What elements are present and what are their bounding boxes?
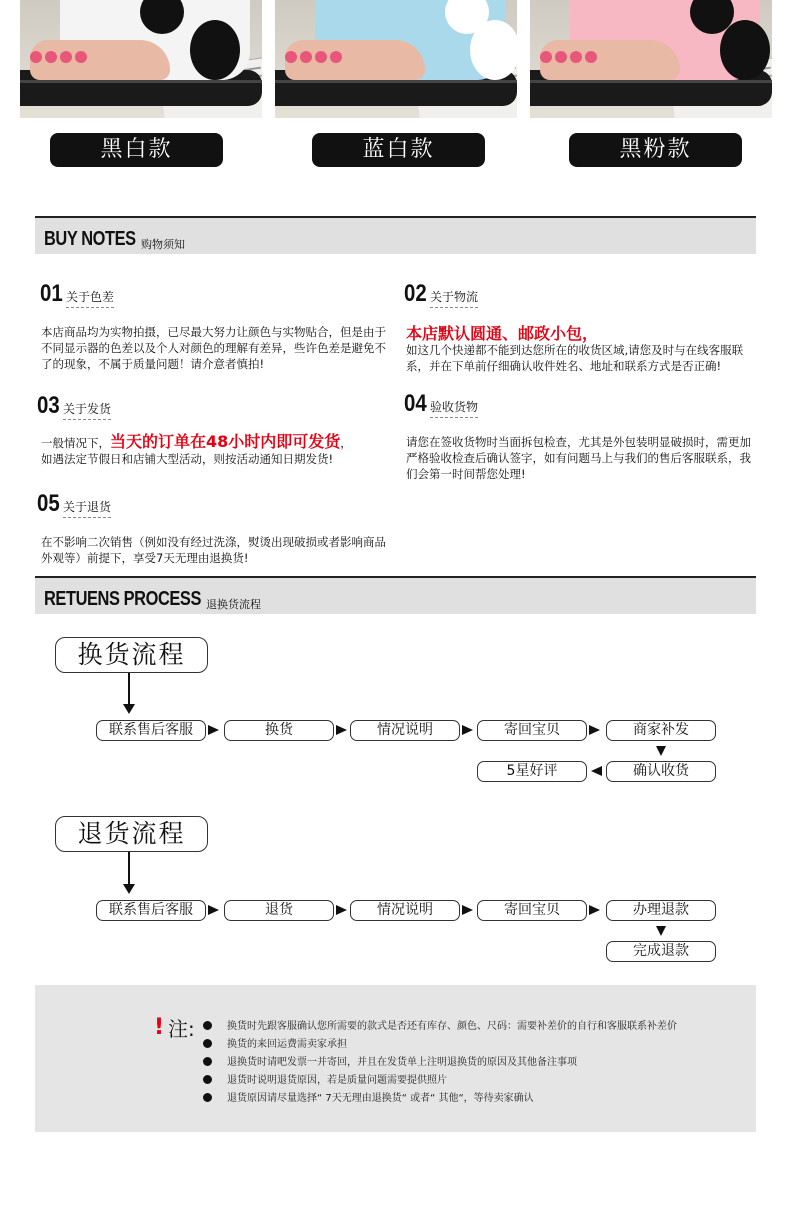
arrow-down-icon (123, 704, 135, 714)
note-05-body: 在不影响二次销售（例如没有经过洗涤，熨烫出现破损或者影响商品外观等）前提下，享受7天无理由退换货! (41, 535, 386, 565)
refund-step-send-back: 寄回宝贝 (477, 900, 587, 921)
arrow-right-icon (589, 725, 600, 735)
refund-step-return: 退货 (224, 900, 334, 921)
note-02-highlight: 本店默认圆通、邮政小包， (406, 324, 599, 343)
exchange-step-exchange: 换货 (224, 720, 334, 741)
bullet-icon (203, 1093, 212, 1102)
returns-title-cn: 退换货流程 (206, 598, 261, 611)
product-photo-black-white (20, 0, 262, 118)
arrow-down-icon (123, 884, 135, 894)
notice-list (203, 1018, 677, 1108)
exchange-step-confirm: 确认收货 (606, 761, 716, 782)
refund-process-title: 退货流程 (55, 816, 208, 852)
exchange-step-explain: 情况说明 (350, 720, 460, 741)
arrow-down-icon (656, 746, 666, 756)
buy-notes-title-cn: 购物须知 (141, 238, 185, 251)
arrow-right-icon (462, 725, 473, 735)
note-03-body: 一般情况下，当天的订单在48小时内即可发货， 如遇法定节假日和店铺大型活动，则按活动通知日期发货! (41, 432, 352, 466)
arrow-right-icon (589, 905, 600, 915)
note-04-body: 请您在签收货物时当面拆包检查，尤其是外包装明显破损时，需更加严格验收检查后确认签字，如有问题马上与我们的售后客服联系，我们会第一时间帮您处理! (406, 435, 751, 481)
refund-step-process: 办理退款 (606, 900, 716, 921)
note-03-title: 03 关于发货 (37, 392, 112, 419)
arrow-right-icon (462, 905, 473, 915)
color-label-black-pink: 黑粉款 (569, 133, 742, 167)
product-photo-blue-white (275, 0, 517, 118)
exclamation-icon: ! (154, 1015, 165, 1040)
returns-header (35, 576, 756, 614)
notice-item: 换货的来回运费需卖家承担 (203, 1036, 677, 1054)
refund-step-explain: 情况说明 (350, 900, 460, 921)
arrow-down-icon (656, 926, 666, 936)
refund-step-complete: 完成退款 (606, 941, 716, 962)
note-02-title: 02 关于物流 (404, 280, 479, 307)
note-02-body (406, 326, 758, 374)
note-02-text: 如这几个快递都不能到达您所在的收货区域,请您及时与在线客服联系，并在下单前仔细确认收件姓名、地址和联系方式是否正确! (406, 343, 744, 373)
arrow-left-icon (591, 766, 602, 776)
notice-box (35, 985, 756, 1132)
exchange-step-reship: 商家补发 (606, 720, 716, 741)
note-03-highlight: 当天的订单在48小时内即可发货 (110, 432, 341, 451)
notice-item: 退换货时请吧发票一并寄回，并且在发货单上注明退换货的原因及其他备注事项 (203, 1054, 677, 1072)
notice-item: 退货原因请尽量选择“ 7天无理由退换货“ 或者“ 其他“，等待卖家确认 (203, 1090, 677, 1108)
notice-label: 注: (168, 1017, 195, 1041)
exchange-step-rating: 5星好评 (477, 761, 587, 782)
returns-title-en: RETUENS PROCESS (44, 588, 201, 610)
note-01-body: 本店商品均为实物拍摄，已尽最大努力让颜色与实物贴合，但是由于不同显示器的色差以及个人对颜色的理解有差异，些许色差是避免不了的现象，不属于质量问题！请介意者慎拍! (41, 325, 386, 371)
color-label-blue-white: 蓝白款 (312, 133, 485, 167)
note-04-title: 04 验收货物 (404, 390, 479, 417)
buy-notes-header (35, 216, 756, 254)
arrow-right-icon (208, 725, 219, 735)
arrow-right-icon (336, 905, 347, 915)
exchange-process-title: 换货流程 (55, 637, 208, 673)
color-label-black-white: 黑白款 (50, 133, 223, 167)
arrow-right-icon (336, 725, 347, 735)
buy-notes-title-en: BUY NOTES (44, 228, 136, 250)
bullet-icon (203, 1039, 212, 1048)
note-01-title: 01 关于色差 (40, 280, 115, 307)
arrow-right-icon (208, 905, 219, 915)
bullet-icon (203, 1021, 212, 1030)
exchange-step-send-back: 寄回宝贝 (477, 720, 587, 741)
note-05-title: 05 关于退货 (37, 490, 112, 517)
bullet-icon (203, 1057, 212, 1066)
notice-item: 退货时说明退货原因，若是质量问题需要提供照片 (203, 1072, 677, 1090)
notice-item: 换货时先跟客服确认您所需要的款式是否还有库存、颜色、尺码：需要补差价的自行和客服联系补差价 (203, 1018, 677, 1036)
exchange-step-contact: 联系售后客服 (96, 720, 206, 741)
product-photo-black-pink (530, 0, 772, 118)
refund-step-contact: 联系售后客服 (96, 900, 206, 921)
bullet-icon (203, 1075, 212, 1084)
